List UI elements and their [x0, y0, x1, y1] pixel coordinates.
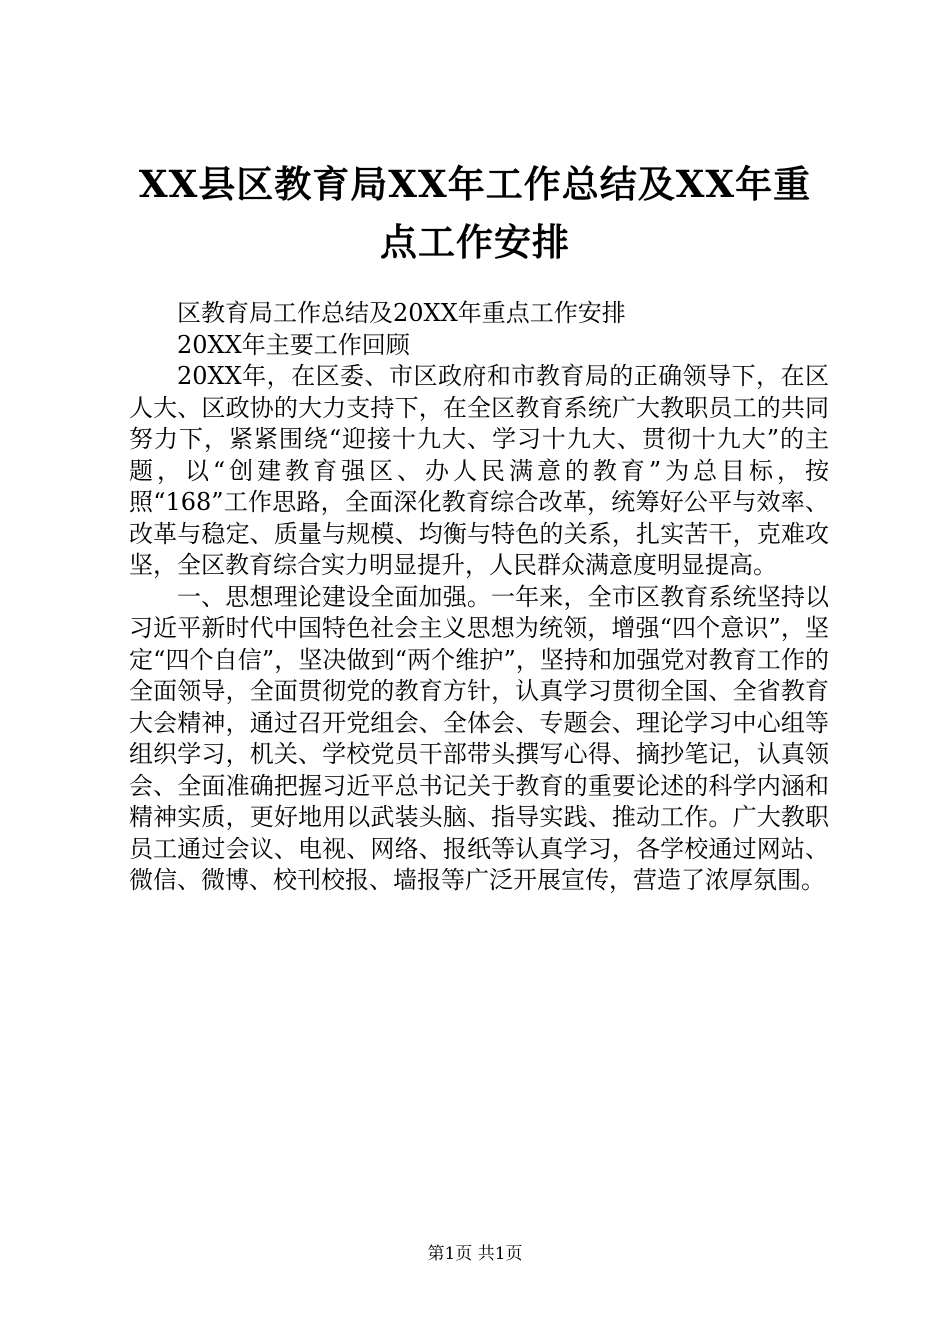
- page-footer: 第1页 共1页: [427, 1244, 523, 1264]
- document-title: XX县区教育局XX年工作总结及XX年重点工作安排: [138, 162, 812, 264]
- section-heading-paragraph: 20XX年主要工作回顾: [177, 330, 410, 359]
- section-one-paragraph: 一、思想理论建设全面加强。一年来，全市区教育系统坚持以习近平新时代中国特色社会主义思想为统领，增强“四个意识”，坚定“四个自信”，坚决做到“两个维护”，坚持和加强党对教育工作的全面领导，全面贯彻党的教育方针，认真学习贯彻全国、全省教育大会精神，通过召开党组会、全体会、专题会、理论学习中心组等组织学习，机关、学校党员干部带头撰写心得、摘抄笔记，认真领会、全面准确把握习近平总书记关于教育的重要论述的科学内涵和精神实质，更好地用以武装头脑、指导实践、推动工作。广大教职员工通过会议、电视、网络、报纸等认真学习，各学校通过网站、微信、微博、校刊校报、墙报等广泛开展宣传，营造了浓厚氛围。: [129, 582, 829, 894]
- subtitle-paragraph: 区教育局工作总结及20XX年重点工作安排: [177, 299, 626, 327]
- document-body: [129, 298, 829, 897]
- intro-paragraph: 20XX年，在区委、市区政府和市教育局的正确领导下，在区人大、区政协的大力支持下，在全区教育系统广大教职员工的共同努力下，紧紧围绕“迎接十九大、学习十九大、贯彻十九大”的主题，以“创建教育强区、办人民满意的教育”为总目标，按照“168”工作思路，全面深化教育综合改革，统筹好公平与效率、改革与稳定、质量与规模、均衡与特色的关系，扎实苦干，克难攻坚，全区教育综合实力明显提升，人民群众满意度明显提高。: [129, 362, 829, 579]
